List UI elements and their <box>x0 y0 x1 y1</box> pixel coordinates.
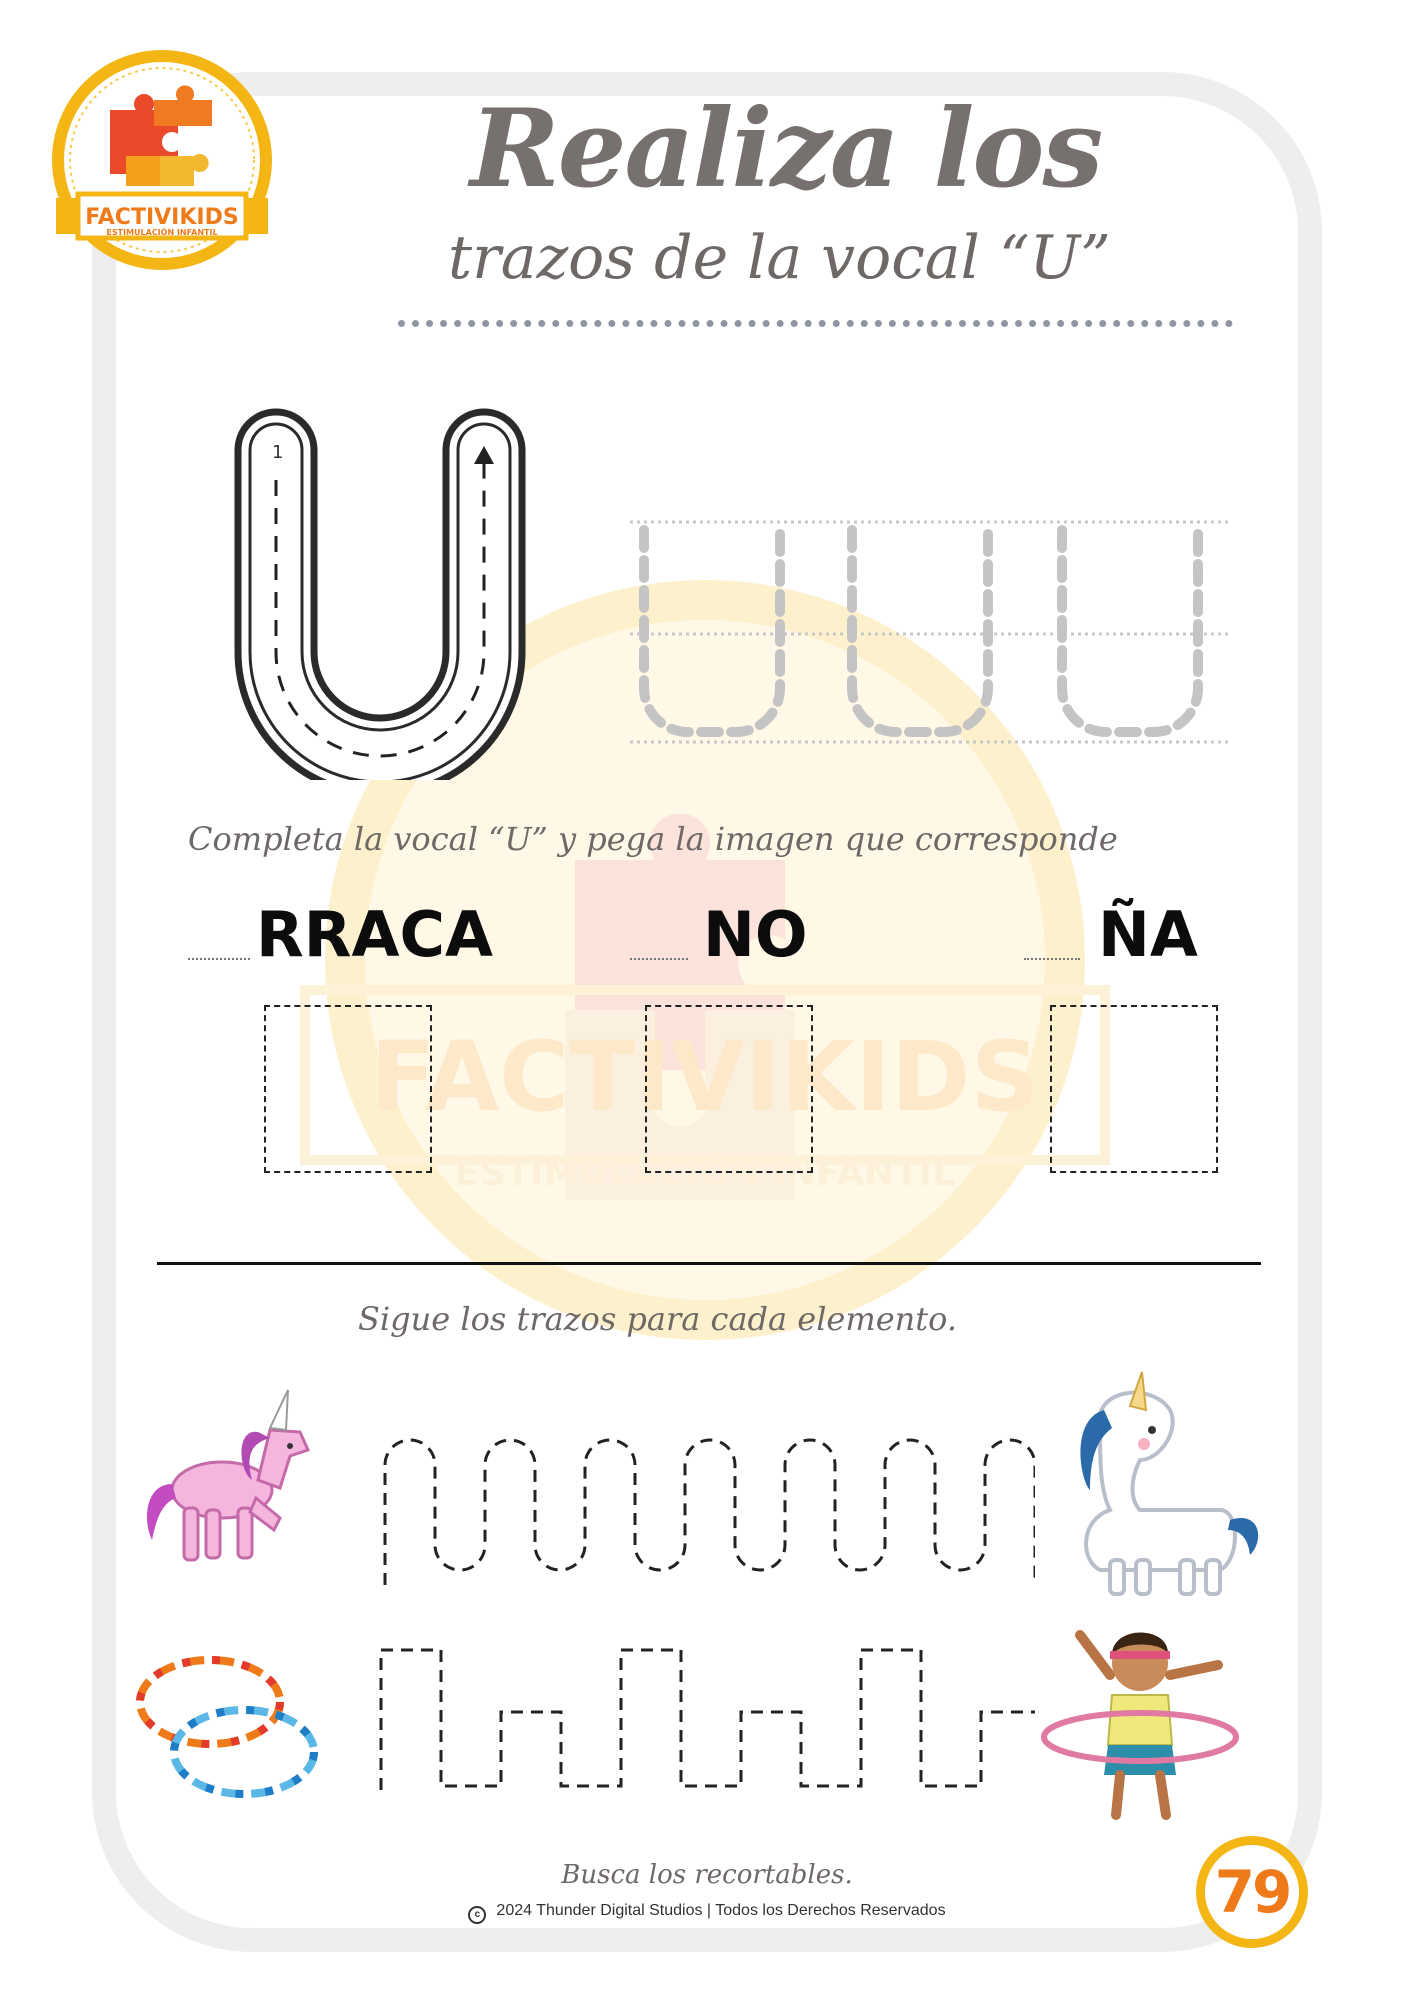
copyright-text: 2024 Thunder Digital Studios | Todos los Derechos Reservados <box>496 1902 946 1919</box>
trace-instruction: Sigue los trazos para cada elemento. <box>358 1300 957 1338</box>
child-hula-hoop-icon <box>1040 1625 1240 1825</box>
paste-box-3[interactable] <box>1050 1005 1218 1173</box>
footer-note: Busca los recortables. <box>561 1860 853 1890</box>
word-3: ÑA <box>1098 898 1198 971</box>
logo-tagline: ESTIMULACIÓN INFANTIL <box>106 228 218 237</box>
page-title: Realiza los <box>470 86 1102 212</box>
page-subtitle: trazos de la vocal “U” <box>448 223 1111 293</box>
trace-path-steps <box>375 1640 1035 1800</box>
logo-brand: FACTIVIKIDS <box>85 205 239 230</box>
paste-box-1[interactable] <box>264 1005 432 1173</box>
factivikids-logo <box>48 48 276 276</box>
word-blank-2[interactable] <box>630 958 688 960</box>
stroke-start-number: 1 <box>272 442 284 463</box>
complete-instruction: Completa la vocal “U” y pega la imagen que corresponde <box>188 820 1118 858</box>
unicorn-white-icon <box>1060 1370 1260 1600</box>
unicorn-pink-icon <box>140 1380 320 1580</box>
paste-box-2[interactable] <box>645 1005 813 1173</box>
practice-letter-1 <box>644 530 780 732</box>
hoops-icon <box>130 1640 330 1820</box>
practice-letter-3 <box>1062 530 1198 732</box>
section-divider <box>157 1262 1261 1265</box>
page-number-badge: 79 <box>1196 1836 1308 1948</box>
watermark-tagline: ESTIMULACIÓN INFANTIL <box>454 1153 956 1194</box>
word-blank-3[interactable] <box>1024 958 1080 960</box>
practice-row <box>630 510 1230 770</box>
watermark-brand: FACTIVIKIDS <box>370 1021 1040 1133</box>
word-blank-1[interactable] <box>188 958 250 960</box>
practice-letter-2 <box>852 530 988 732</box>
word-1: RRACA <box>256 898 493 971</box>
big-letter-trace <box>230 400 530 780</box>
trace-path-arches <box>375 1425 1035 1595</box>
title-divider <box>398 320 1233 327</box>
copyright-icon: c <box>468 1906 486 1924</box>
word-2: NO <box>703 898 808 971</box>
